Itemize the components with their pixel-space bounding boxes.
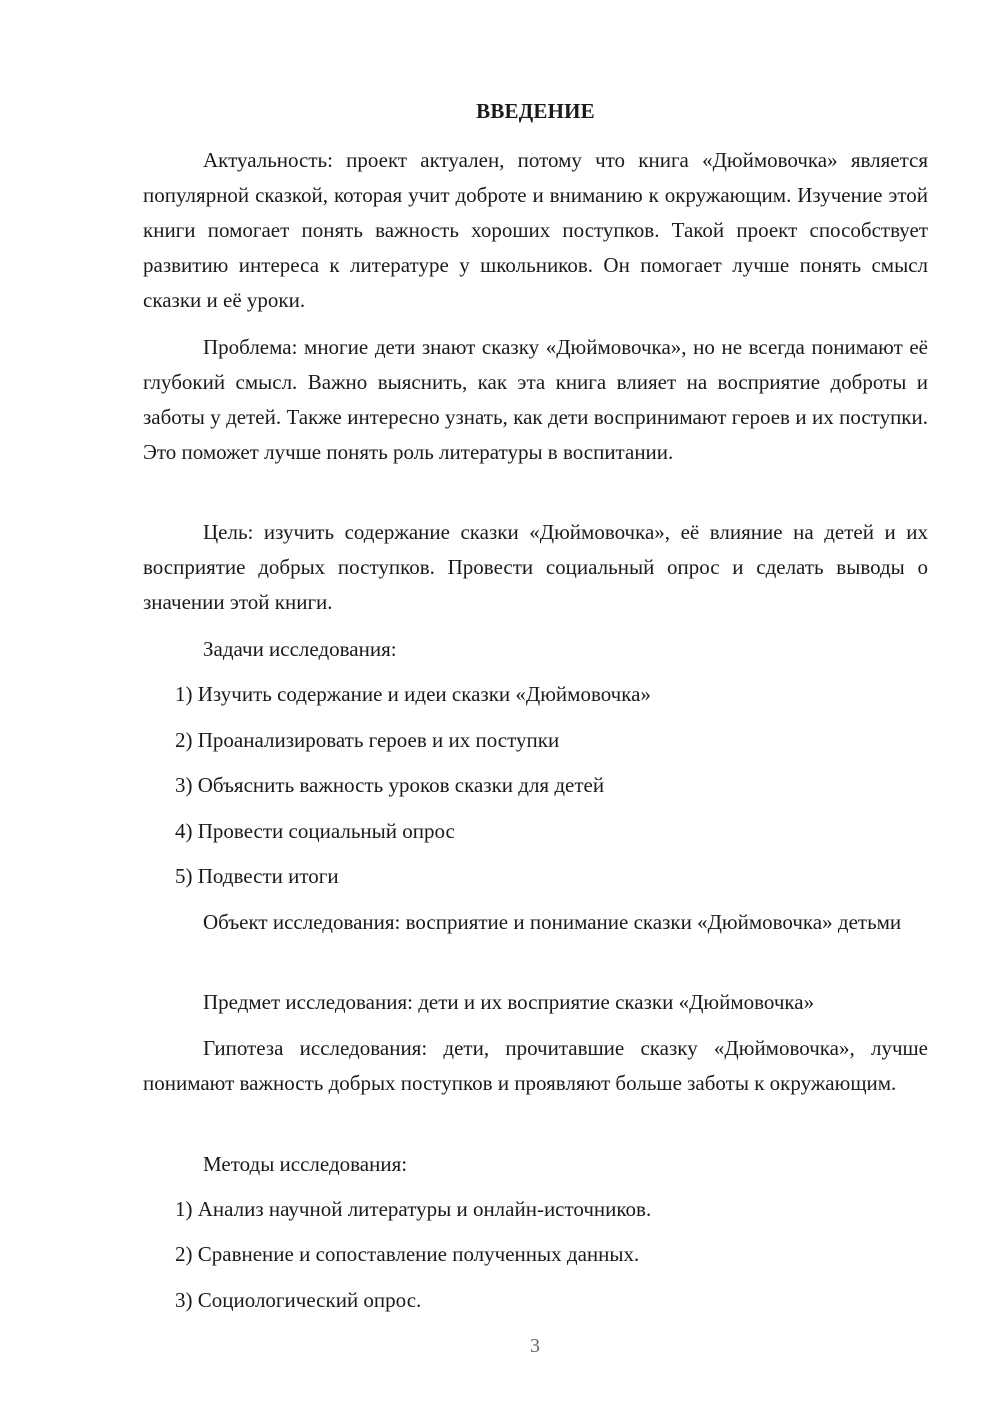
page-number: 3	[530, 1335, 540, 1357]
task-item: 2) Проанализировать героев и их поступки	[175, 728, 560, 752]
problem-paragraph: Проблема: многие дети знают сказку «Дюймовочка», но не всегда понимают её глубокий смысл. Важно выяснить, как эта книга влияет на восприятие доброты и заботы у детей. Также интересно узнать, как дети воспринимают героев и их поступки. Это поможет лучше понять роль литературы в воспитании.	[143, 335, 928, 464]
relevance-paragraph: Актуальность: проект актуален, потому что книга «Дюймовочка» является популярной сказкой, которая учит доброте и вниманию к окружающим. Изучение этой книги помогает понять важность хороших поступков. Такой проект способствует развитию интереса к литературе у школьников. Он помогает лучше понять смысл сказки и её уроки.	[143, 148, 928, 312]
object-paragraph: Объект исследования: восприятие и понимание сказки «Дюймовочка» детьми	[203, 910, 902, 934]
page-title: ВВЕДЕНИЕ	[476, 99, 595, 123]
method-item: 2) Сравнение и сопоставление полученных данных.	[175, 1242, 640, 1266]
method-item: 1) Анализ научной литературы и онлайн-источников.	[175, 1197, 652, 1221]
goal-paragraph: Цель: изучить содержание сказки «Дюймовочка», её влияние на детей и их восприятие добрых поступков. Провести социальный опрос и сделать выводы о значении этой книги.	[143, 520, 928, 614]
task-item: 3) Объяснить важность уроков сказки для детей	[175, 773, 605, 797]
task-item: 1) Изучить содержание и идеи сказки «Дюймовочка»	[175, 682, 651, 706]
methods-heading: Методы исследования:	[203, 1152, 408, 1176]
tasks-heading: Задачи исследования:	[203, 637, 397, 661]
subject-paragraph: Предмет исследования: дети и их восприятие сказки «Дюймовочка»	[203, 990, 815, 1014]
hypothesis-paragraph: Гипотеза исследования: дети, прочитавшие сказку «Дюймовочка», лучше понимают важность добрых поступков и проявляют больше заботы к окружающим.	[143, 1036, 928, 1095]
task-item: 5) Подвести итоги	[175, 864, 339, 888]
task-item: 4) Провести социальный опрос	[175, 819, 455, 843]
method-item: 3) Социологический опрос.	[175, 1288, 422, 1312]
